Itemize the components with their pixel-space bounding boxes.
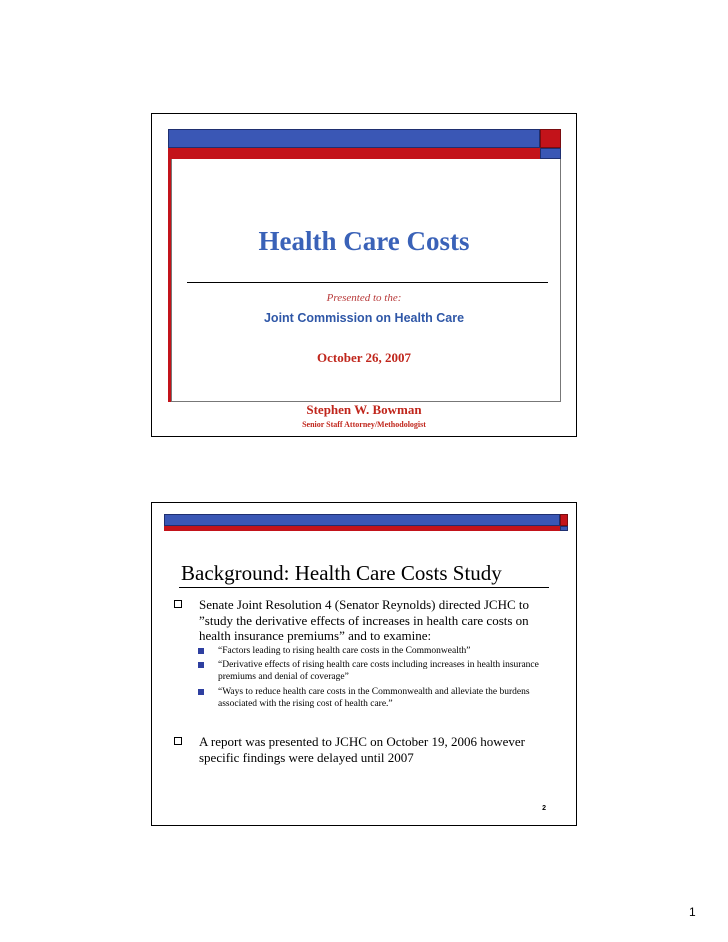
title-divider (187, 282, 548, 283)
bullet-text: Senate Joint Resolution 4 (Senator Reynolds) directed JCHC to ”study the derivative effects of increases in health care costs on health insurance premiums” and to examine: (199, 597, 530, 643)
slide-2 (151, 502, 577, 826)
header-blue-square (540, 148, 561, 159)
presentation-date: October 26, 2007 (317, 350, 411, 365)
square-bullet-icon (198, 662, 204, 668)
header-red-bar (168, 148, 540, 159)
slide-title: Health Care Costs (258, 226, 470, 256)
title-divider (179, 587, 549, 588)
organization-name: Joint Commission on Health Care (263, 311, 465, 325)
bullet-box-icon (174, 737, 182, 745)
bullet-box-icon (174, 600, 182, 608)
bullet-text: A report was presented to JCHC on October 19, 2006 however specific findings were delayed until 2007 (199, 734, 526, 765)
sub-bullet-text: “Factors leading to rising health care costs in the Commonwealth” (218, 646, 471, 656)
header-red-bar (164, 526, 560, 531)
sub-bullet-text: “Ways to reduce health care costs in the Commonwealth and alleviate the burdens associated with the rising cost of health care.” (218, 687, 530, 709)
header-red-square (540, 129, 561, 148)
document-page-number: 1 (689, 905, 696, 919)
square-bullet-icon (198, 648, 204, 654)
author-title: Senior Staff Attorney/Methodologist (302, 420, 426, 429)
header-red-square (560, 514, 568, 526)
header-blue-bar (168, 129, 540, 148)
header-blue-square (560, 526, 568, 531)
square-bullet-icon (198, 689, 204, 695)
slide-1 (151, 113, 577, 437)
presented-to-label: Presented to the: (326, 292, 402, 304)
slide-page-number: 2 (542, 805, 546, 812)
author-name: Stephen W. Bowman (306, 402, 422, 417)
sub-bullet-text: “Derivative effects of rising health care costs including increases in health insurance premiums and denial of coverage” (218, 660, 539, 682)
slide-title: Background: Health Care Costs Study (181, 561, 502, 585)
header-blue-bar (164, 514, 560, 526)
